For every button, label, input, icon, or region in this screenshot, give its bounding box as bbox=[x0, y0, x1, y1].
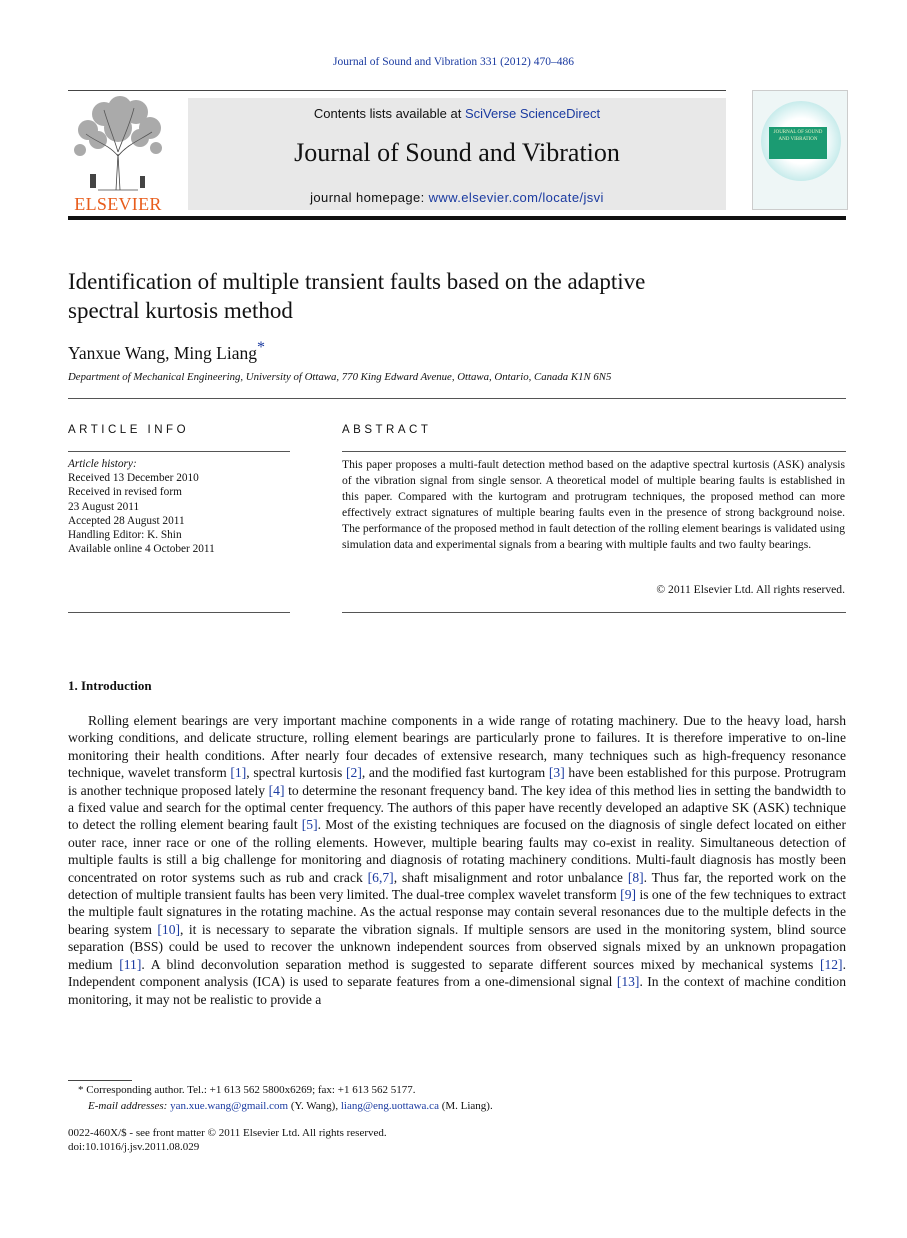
body-text-segment: , spectral kurtosis bbox=[246, 765, 346, 781]
body-text-segment: . Thus far, the reported work on the detection of multiple transient faults has been very limited. The dual-tree complex wavelet transform bbox=[68, 869, 846, 903]
abstract-top-rule bbox=[342, 451, 846, 452]
author-list bbox=[68, 339, 265, 364]
history-line: Available online 4 October 2011 bbox=[68, 543, 215, 556]
doi-line[interactable]: doi:10.1016/j.jsv.2011.08.029 bbox=[68, 1141, 200, 1153]
article-history-label: Article history: bbox=[68, 458, 137, 470]
abstract-bottom-rule bbox=[342, 612, 846, 613]
contents-prefix: Contents lists available at bbox=[313, 106, 465, 121]
header-bottom-rule bbox=[68, 216, 846, 220]
history-line: Accepted 28 August 2011 bbox=[68, 514, 185, 527]
citation-link[interactable]: [3] bbox=[548, 765, 565, 781]
affiliation: Department of Mechanical Engineering, University of Ottawa, 770 King Edward Avenue, Ottawa, Ontario, Canada K1N 6N5 bbox=[68, 371, 612, 383]
front-matter-line: 0022-460X/$ - see front matter © 2011 Elsevier Ltd. All rights reserved. bbox=[68, 1127, 387, 1139]
body-text-segment: , and the modified fast kurtogram bbox=[361, 765, 549, 781]
email-footnote bbox=[88, 1100, 493, 1112]
body-text-segment: . A blind deconvolution separation method is suggested to separate different sources mixed by mechanical systems bbox=[141, 956, 820, 972]
article-info-top-rule bbox=[68, 451, 290, 452]
elsevier-logo[interactable] bbox=[68, 94, 168, 212]
body-text-segment: , it is necessary to separate the vibration signals. If multiple sensors are used in the monitoring system, blind source separation (BSS) could be used to recover the unknown independent sources from observed signals mixed by an unknown propagation medium bbox=[68, 921, 846, 972]
corresponding-author-mark[interactable]: * bbox=[256, 339, 265, 356]
journal-reference[interactable]: Journal of Sound and Vibration 331 (2012) 470–486 bbox=[333, 56, 574, 68]
abstract-heading: ABSTRACT bbox=[342, 424, 432, 436]
citation-link[interactable]: [2] bbox=[346, 765, 362, 781]
tree-icon bbox=[68, 94, 168, 192]
homepage-link[interactable]: www.elsevier.com/locate/jsvi bbox=[428, 190, 604, 205]
journal-banner bbox=[188, 98, 726, 210]
email-link-wang[interactable]: yan.xue.wang@gmail.com bbox=[170, 1100, 289, 1112]
body-text-segment: is one of the few techniques to extract the multiple fault signatures in the rotating machine. As the actual response may contain several resonances due to the multiple defects in the bearing system bbox=[68, 887, 846, 937]
citation-link[interactable]: [1] bbox=[230, 765, 247, 781]
elsevier-wordmark: ELSEVIER bbox=[74, 194, 162, 214]
citation-link[interactable]: [9] bbox=[620, 887, 637, 903]
email-label: E-mail addresses: bbox=[88, 1100, 168, 1112]
paper-title bbox=[68, 267, 828, 325]
paper-title-line-1: Identification of multiple transient faults based on the adaptive bbox=[68, 269, 646, 294]
email-owner-wang: (Y. Wang), bbox=[288, 1100, 341, 1112]
journal-title: Journal of Sound and Vibration bbox=[294, 138, 620, 167]
article-info-heading: ARTICLE INFO bbox=[68, 424, 190, 436]
history-line: Received in revised form bbox=[68, 486, 182, 499]
email-link-liang[interactable]: liang@eng.uottawa.ca bbox=[340, 1100, 439, 1112]
history-line: Received 13 December 2010 bbox=[68, 472, 199, 485]
header-top-rule bbox=[68, 90, 726, 91]
cover-title-box: JOURNAL OF SOUND AND VIBRATION bbox=[769, 127, 827, 159]
history-line: 23 August 2011 bbox=[68, 500, 140, 513]
contents-line bbox=[188, 106, 726, 121]
citation-link[interactable]: [5] bbox=[301, 817, 318, 833]
homepage-line bbox=[188, 190, 726, 205]
body-text-segment: . Independent component analysis (ICA) is used to separate features from a one-dimensional signal bbox=[68, 956, 846, 990]
citation-link[interactable]: [13] bbox=[616, 974, 640, 990]
email-owner-liang: (M. Liang). bbox=[438, 1100, 493, 1112]
homepage-prefix: journal homepage: bbox=[310, 190, 429, 205]
body-text-segment: . In the context of machine condition monitoring, it may not be realistic to provide a bbox=[68, 974, 846, 1007]
article-info-bottom-rule bbox=[68, 612, 290, 613]
journal-header bbox=[68, 90, 846, 218]
abstract-text: This paper proposes a multi-fault detection method based on the adaptive spectral kurtosis (ASK) analysis of the vibration signal from single sensor. A theoretical model of multiple bearing faults is established in this paper. Compared with the kurtogram and protrugram techniques, the proposed method can more effectively extract signatures of multiple bearing faults even in the presence of strong background noise. The performance of the proposed method in fault detection of the rolling element bearings is validated using simulation data and experimental signals from a bearing with multiple faults and two faulty bearings. bbox=[342, 458, 845, 552]
body-text-segment: . Most of the existing techniques are focused on the diagnosis of single defect located on either outer race, inner race or one of the rolling elements. However, multiple bearing faults may co-exist in reality. Simultaneous detection of multiple faults is still a big challenge for monitoring and diagnosis of rotating machinery conditions. Multi-fault diagnosis has mostly been concentrated on rotor systems such as rub and crack bbox=[68, 817, 846, 885]
corresponding-author-footnote: * Corresponding author. Tel.: +1 613 562 5800x6269; fax: +1 613 562 5177. bbox=[78, 1084, 416, 1096]
citation-link[interactable]: [11] bbox=[119, 956, 142, 972]
authors-names: Yanxue Wang, Ming Liang bbox=[68, 342, 257, 363]
sciencedirect-link[interactable]: SciVerse ScienceDirect bbox=[464, 106, 601, 121]
citation-link[interactable]: [4] bbox=[268, 782, 285, 798]
citation-link[interactable]: [8] bbox=[627, 869, 644, 885]
history-line: Handling Editor: K. Shin bbox=[68, 529, 182, 542]
article-history bbox=[68, 457, 290, 556]
journal-cover-thumbnail[interactable] bbox=[752, 90, 848, 210]
body-text-segment: Rolling element bearings are very important machine components in a wide range of rotating machinery. Due to the heavy load, harsh working conditions, and delicate structure, rolling element bearings are particularly prone to failures. It is therefore imperative to on-line monitoring their health conditions. After nearly four decades of extensive research, many techniques such as high-frequency resonance technique, wavelet transform bbox=[68, 713, 846, 781]
footnote-rule bbox=[68, 1080, 132, 1081]
citation-link[interactable]: [10] bbox=[157, 921, 181, 937]
body-text-segment: , shaft misalignment and rotor unbalance bbox=[393, 869, 628, 885]
citation-link[interactable]: [12] bbox=[819, 956, 843, 972]
paper-title-line-2: spectral kurtosis method bbox=[68, 298, 293, 323]
body-text-segment: have been established for this purpose. Protrugram is another technique proposed lately bbox=[68, 765, 847, 798]
body-text-segment: to determine the resonant frequency band. The key idea of this method lies in setting the bandwidth to a fixed value and search for the optimal center frequency. The authors of this paper have recently developed an adaptive SK (ASK) technique to detect the rolling element bearing fault bbox=[68, 782, 846, 833]
section-heading-introduction: 1. Introduction bbox=[68, 678, 152, 693]
divider-rule bbox=[68, 398, 846, 399]
introduction-paragraph bbox=[68, 712, 846, 1008]
abstract-copyright: © 2011 Elsevier Ltd. All rights reserved. bbox=[656, 583, 845, 596]
citation-link[interactable]: [6,7] bbox=[367, 869, 394, 885]
